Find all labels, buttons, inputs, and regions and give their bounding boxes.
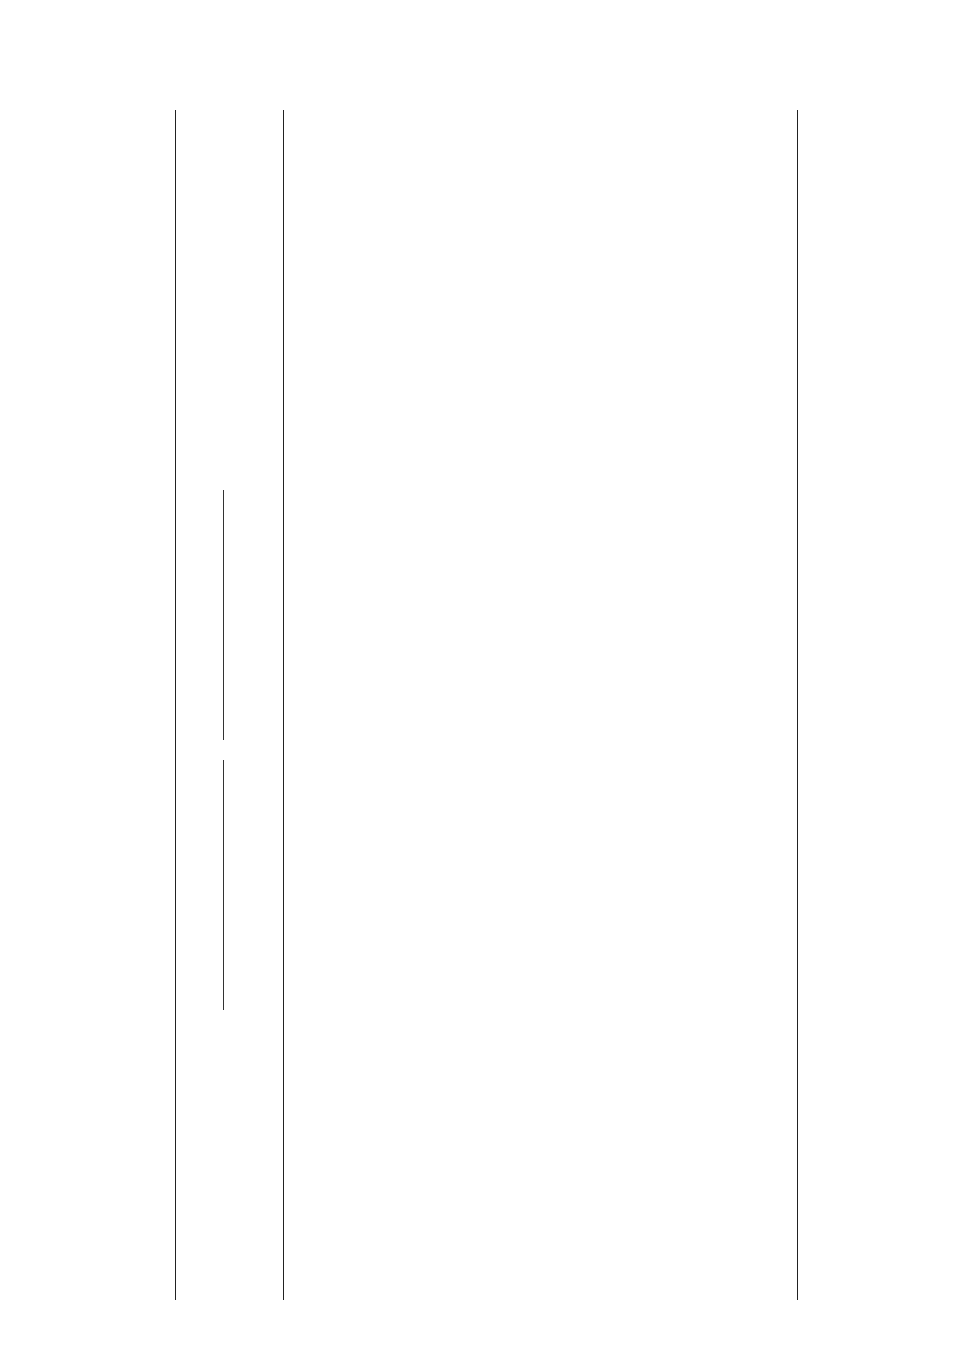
header-bottom-rule <box>283 110 284 1300</box>
bottom-rule <box>797 110 798 1300</box>
rotated-table-page <box>75 70 895 1300</box>
header-subrule-percapita <box>223 490 224 740</box>
top-rule <box>175 110 176 1300</box>
header-subrule-prices <box>223 760 224 1010</box>
